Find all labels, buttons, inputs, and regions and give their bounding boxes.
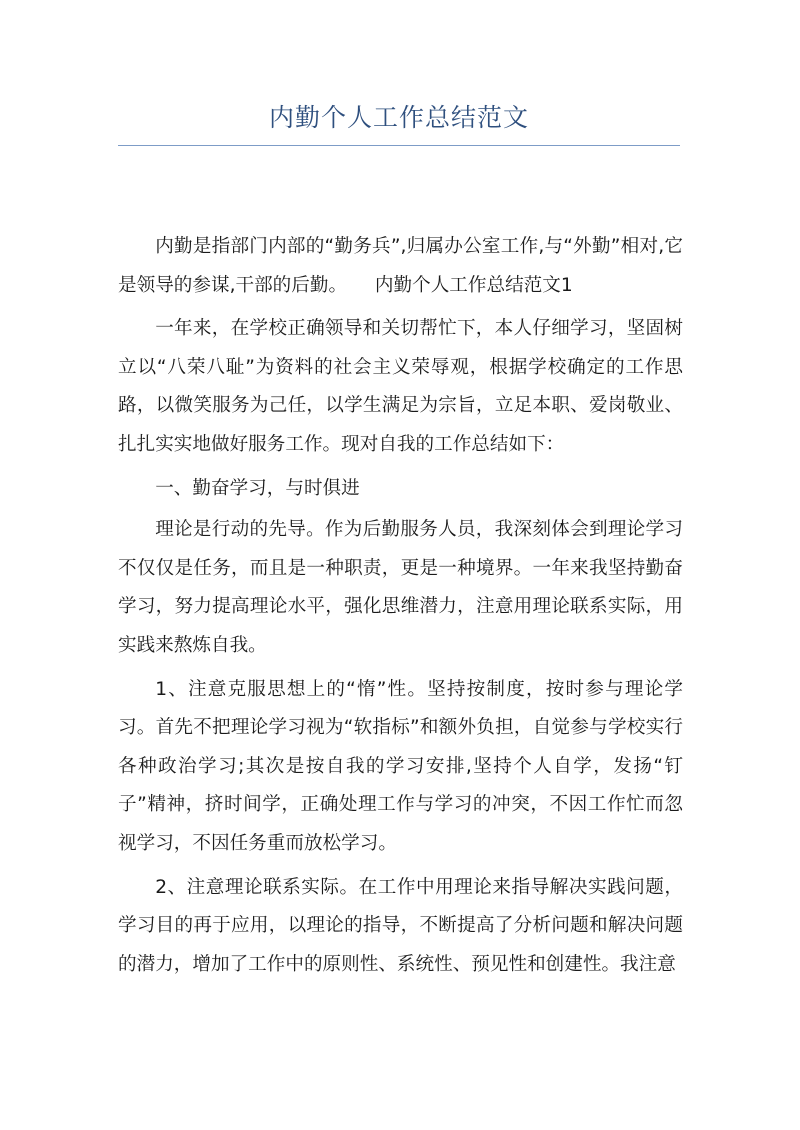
document-title: 内勤个人工作总结范文 <box>268 103 529 132</box>
title-underline <box>118 145 680 146</box>
paragraph-point-2: 2、注意理论联系实际。在工作中用理论来指导解决实践问题，学习目的再于应用，以理论的指导，不断提高了分析问题和解决问题的潜力，增加了工作中的原则性、系统性、预见性和创建性。我注意 <box>118 876 683 975</box>
paragraph-intro: 内勤是指部门内部的“勤务兵”,归属办公室工作,与“外勤”相对,它是领导的参谋,干部的后勤。 内勤个人工作总结范文1 <box>118 236 683 296</box>
paragraph-point-1: 1、注意克服思想上的“惰”性。坚持按制度，按时参与理论学习。首先不把理论学习视为“软指标”和额外负担，自觉参与学校实行各种政治学习;其次是按自我的学习安排,坚持个人自学，发扬“钉子”精神，挤时间学，正确处理工作与学习的冲突，不因工作忙而忽视学习，不因任务重而放松学习。 <box>118 678 683 854</box>
paragraph-summary: 一年来，在学校正确领导和关切帮忙下，本人仔细学习，坚固树立以“八荣八耻”为资料的社会主义荣辱观，根据学校确定的工作思路，以微笑服务为己任，以学生满足为宗旨，立足本职、爱岗敬业、扎扎实实地做好服务工作。现对自我的工作总结如下： <box>118 318 683 455</box>
section-heading: 一、勤奋学习，与时俱进 <box>155 477 360 499</box>
paragraph-theory: 理论是行动的先导。作为后勤服务人员，我深刻体会到理论学习不仅仅是任务，而且是一种职责，更是一种境界。一年来我坚持勤奋学习，努力提高理论水平，强化思维潜力，注意用理论联系实际，用实践来熬炼自我。 <box>118 519 683 656</box>
document-body <box>118 228 683 989</box>
